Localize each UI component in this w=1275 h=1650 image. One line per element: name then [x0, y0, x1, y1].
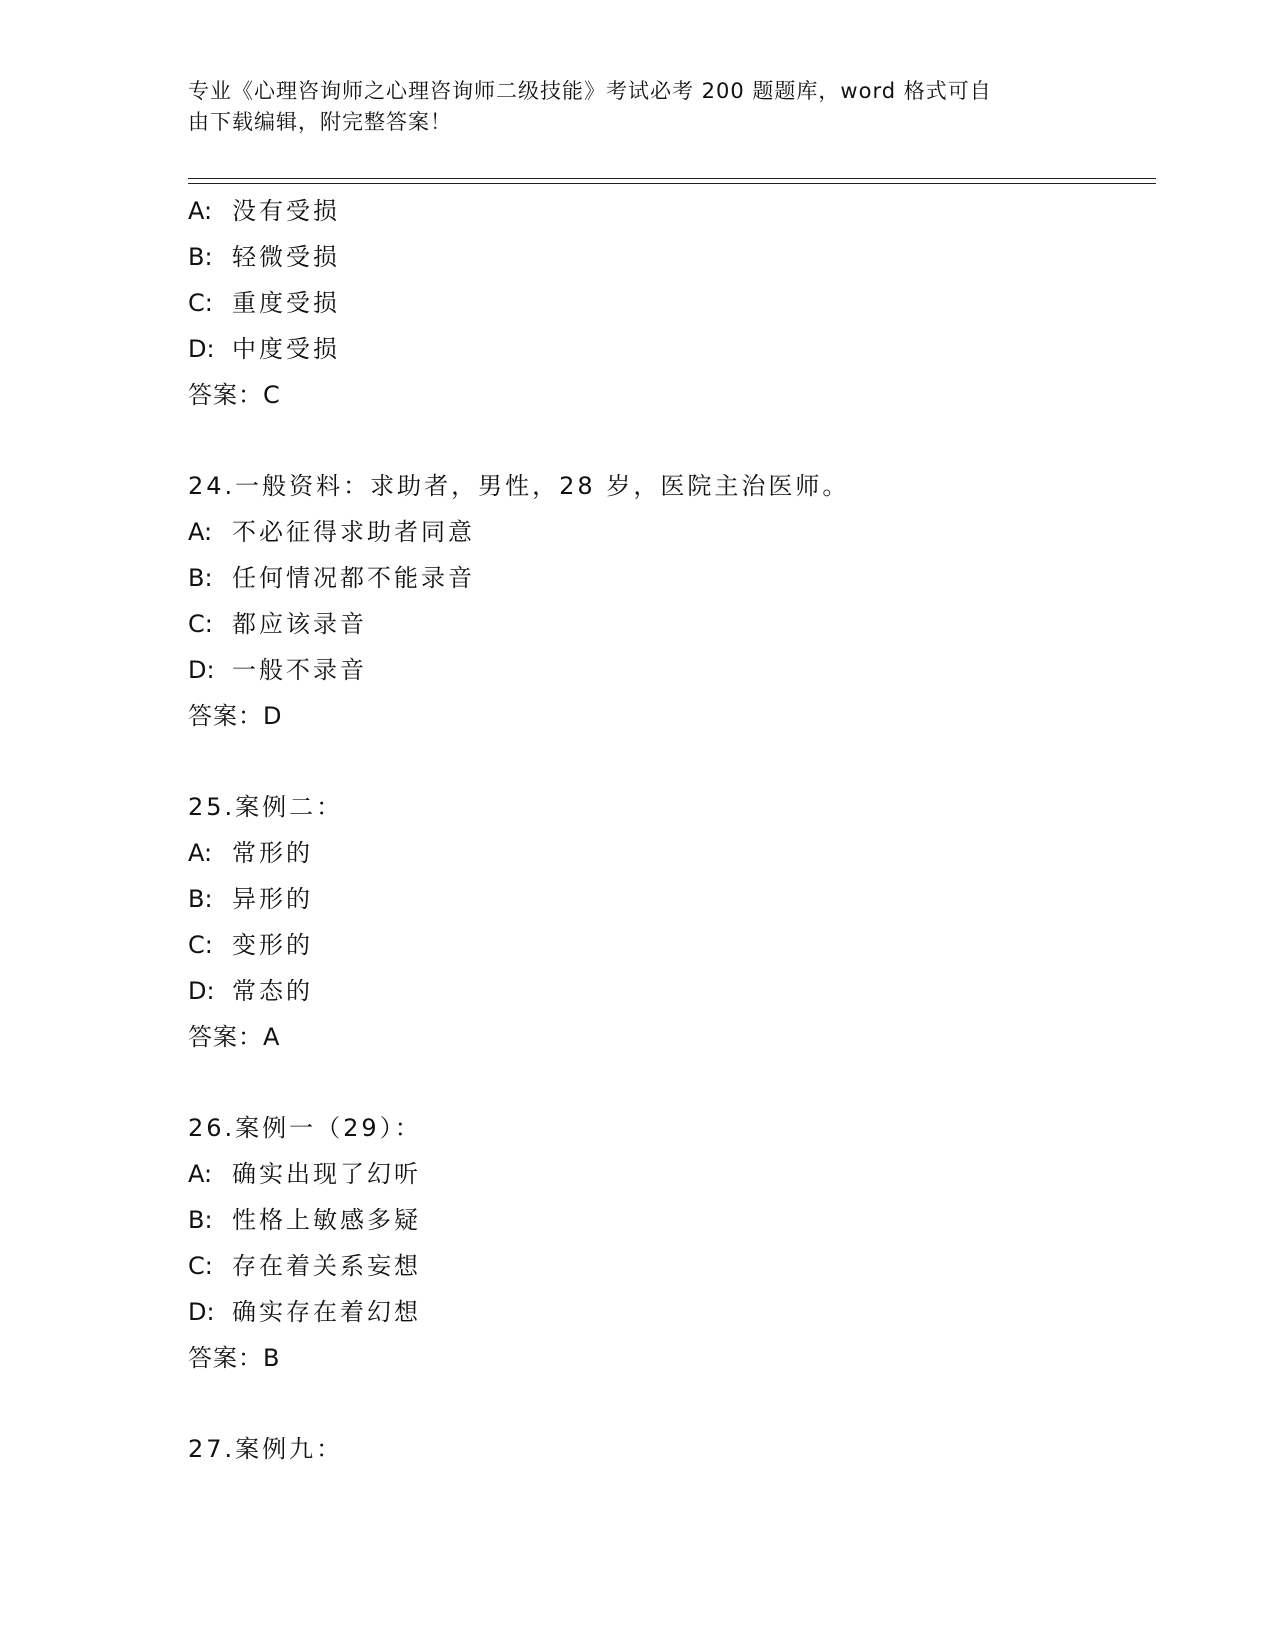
option-d: [188, 968, 1148, 1014]
answer-line: 答案：A: [188, 1023, 281, 1051]
option-key: C:: [188, 931, 213, 959]
option-key: C:: [188, 289, 213, 317]
option-text: 轻微受损: [232, 243, 340, 271]
option-key: B:: [188, 243, 213, 271]
question-block: [188, 188, 1148, 418]
option-a: [188, 1151, 1148, 1197]
option-text: 变形的: [232, 931, 313, 959]
option-key: B:: [188, 1206, 213, 1234]
option-a: [188, 188, 1148, 234]
option-a: [188, 830, 1148, 876]
header-divider-top: [188, 178, 1156, 179]
option-c: [188, 280, 1148, 326]
option-text: 都应该录音: [232, 610, 367, 638]
option-key: B:: [188, 885, 213, 913]
question-block: [188, 784, 1148, 1060]
option-text: 一般不录音: [232, 656, 367, 684]
option-c: [188, 601, 1148, 647]
answer-line: 答案：C: [188, 381, 281, 409]
option-text: 没有受损: [232, 197, 340, 225]
question-block: [188, 1426, 1148, 1472]
option-key: D:: [188, 977, 215, 1005]
option-d: [188, 326, 1148, 372]
header-divider-bottom: [188, 183, 1156, 184]
answer-line: 答案：D: [188, 702, 283, 730]
option-key: D:: [188, 656, 215, 684]
option-key: C:: [188, 610, 213, 638]
option-text: 不必征得求助者同意: [232, 518, 475, 546]
question-text: 26.案例一（29）：: [188, 1114, 422, 1142]
option-key: C:: [188, 1252, 213, 1280]
option-key: A:: [188, 197, 213, 225]
option-text: 异形的: [232, 885, 313, 913]
question-list: [188, 188, 1148, 1472]
document-header: [188, 76, 1068, 138]
question-block: [188, 1105, 1148, 1381]
answer-line: 答案：B: [188, 1344, 281, 1372]
header-line-1: 专业《心理咨询师之心理咨询师二级技能》考试必考 200 题题库，word 格式可自: [188, 79, 992, 103]
option-c: [188, 922, 1148, 968]
header-line-2: 由下载编辑，附完整答案！: [188, 110, 452, 134]
option-b: [188, 234, 1148, 280]
option-text: 常态的: [232, 977, 313, 1005]
option-key: A:: [188, 518, 213, 546]
option-text: 确实存在着幻想: [232, 1298, 421, 1326]
option-b: [188, 555, 1148, 601]
option-key: A:: [188, 839, 213, 867]
question-text: 24.一般资料：求助者，男性，28 岁，医院主治医师。: [188, 472, 850, 500]
option-text: 常形的: [232, 839, 313, 867]
option-d: [188, 647, 1148, 693]
option-text: 任何情况都不能录音: [232, 564, 475, 592]
option-b: [188, 876, 1148, 922]
option-key: D:: [188, 1298, 215, 1326]
question-text: 25.案例二：: [188, 793, 344, 821]
option-b: [188, 1197, 1148, 1243]
question-block: [188, 463, 1148, 739]
option-a: [188, 509, 1148, 555]
option-text: 性格上敏感多疑: [232, 1206, 421, 1234]
option-key: A:: [188, 1160, 213, 1188]
option-d: [188, 1289, 1148, 1335]
option-text: 存在着关系妄想: [232, 1252, 421, 1280]
option-key: D:: [188, 335, 215, 363]
option-text: 重度受损: [232, 289, 340, 317]
option-c: [188, 1243, 1148, 1289]
option-key: B:: [188, 564, 213, 592]
option-text: 确实出现了幻听: [232, 1160, 421, 1188]
question-text: 27.案例九：: [188, 1435, 344, 1463]
option-text: 中度受损: [232, 335, 340, 363]
